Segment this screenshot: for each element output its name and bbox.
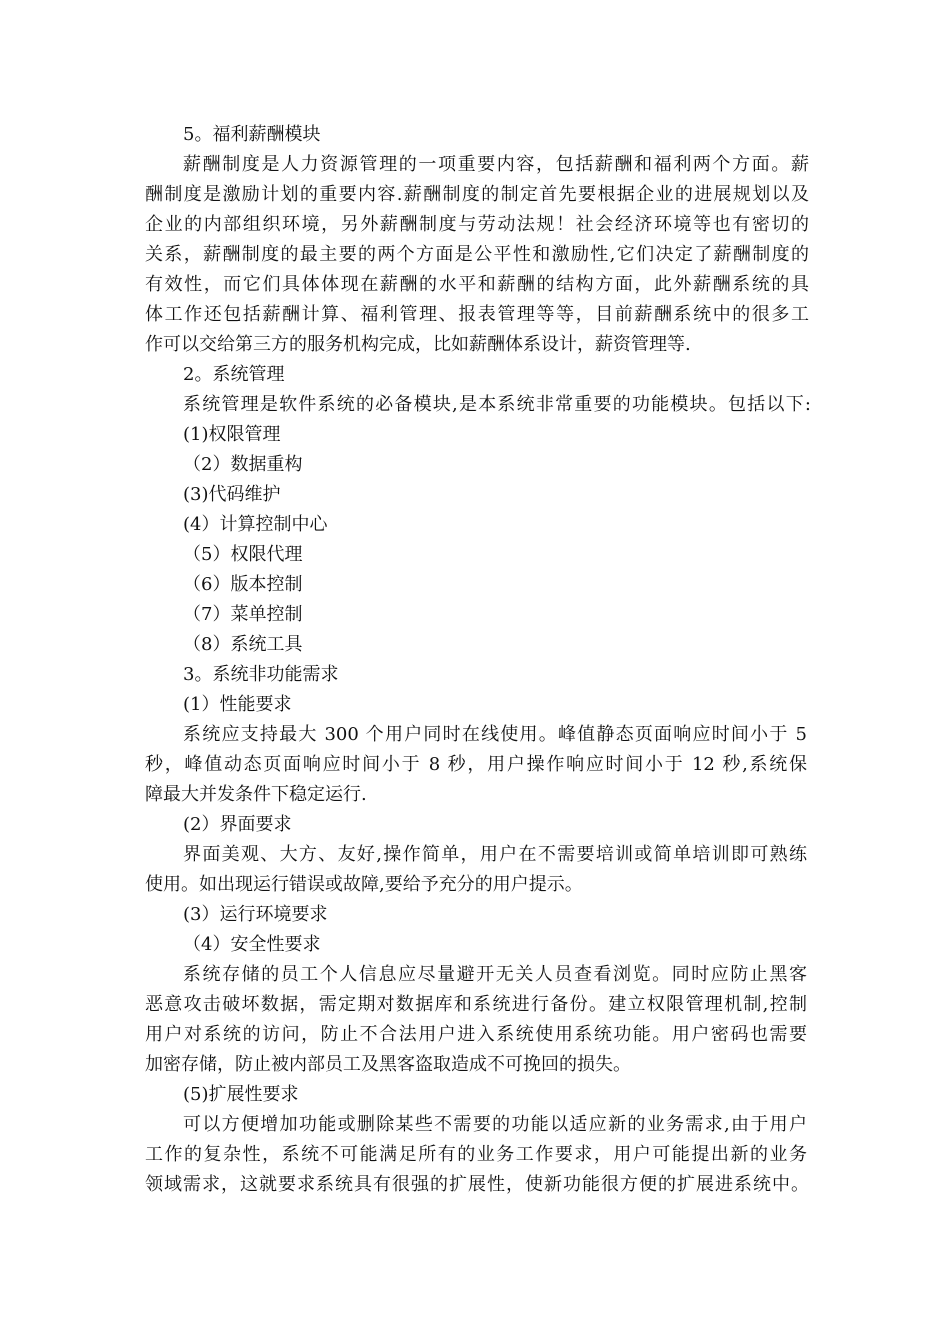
paragraph-line: 秒，峰值动态页面响应时间小于 8 秒，用户操作响应时间小于 12 秒,系统保 [145,754,807,775]
paragraph-line: 加密存储，防止被内部员工及黑客盗取造成不可挽回的损失。 [145,1054,631,1075]
paragraph-line: 工作的复杂性，系统不可能满足所有的业务工作要求，用户可能提出新的业务 [145,1144,807,1165]
paragraph-line: 可以方便增加功能或删除某些不需要的功能以适应新的业务需求,由于用户 [183,1114,807,1135]
subheading-environment: (3）运行环境要求 [183,904,328,925]
paragraph-line: 领域需求，这就要求系统具有很强的扩展性，使新功能很方便的扩展进系统中。 [145,1174,809,1195]
paragraph-line: 关系，薪酬制度的最主要的两个方面是公平性和激励性,它们决定了薪酬制度的 [145,244,809,265]
paragraph-line: 有效性，而它们具体体现在薪酬的水平和薪酬的结构方面，此外薪酬系统的具 [145,274,809,295]
paragraph-line: 使用。如出现运行错误或故障,要给予充分的用户提示。 [145,874,583,895]
heading-welfare-salary-module: 5。福利薪酬模块 [183,124,321,145]
paragraph-line: 系统存储的员工个人信息应尽量避开无关人员查看浏览。同时应防止黑客 [183,964,807,985]
paragraph-line: 系统管理是软件系统的必备模块,是本系统非常重要的功能模块。包括以下: [183,394,811,415]
paragraph-line: 恶意攻击破坏数据，需定期对数据库和系统进行备份。建立权限管理机制,控制 [145,994,807,1015]
heading-system-management: 2。系统管理 [183,364,285,385]
paragraph-line: 企业的内部组织环境，另外薪酬制度与劳动法规！社会经济环境等也有密切的 [145,214,809,235]
paragraph-line: 薪酬制度是人力资源管理的一项重要内容，包括薪酬和福利两个方面。薪 [183,154,809,175]
subheading-interface: (2）界面要求 [183,814,292,835]
subheading-extensibility: (5)扩展性要求 [183,1084,299,1105]
heading-non-functional-requirements: 3。系统非功能需求 [183,664,339,685]
list-item: （2）数据重构 [183,454,303,475]
list-item: （7）菜单控制 [183,604,303,625]
list-item: （6）版本控制 [183,574,303,595]
paragraph-line: 作可以交给第三方的服务机构完成，比如薪酬体系设计，薪资管理等. [145,334,691,355]
paragraph-line: 体工作还包括薪酬计算、福利管理、报表管理等等，目前薪酬系统中的很多工 [145,304,809,325]
paragraph-line: 界面美观、大方、友好,操作简单，用户在不需要培训或简单培训即可熟练 [183,844,807,865]
list-item: (1)权限管理 [183,424,281,445]
list-item: (3)代码维护 [183,484,281,505]
list-item: （8）系统工具 [183,634,303,655]
subheading-security: （4）安全性要求 [183,934,321,955]
list-item: (4）计算控制中心 [183,514,328,535]
paragraph-line: 障最大并发条件下稳定运行. [145,784,367,805]
subheading-performance: (1）性能要求 [183,694,292,715]
list-item: （5）权限代理 [183,544,303,565]
paragraph-line: 用户对系统的访问，防止不合法用户进入系统使用系统功能。用户密码也需要 [145,1024,807,1045]
paragraph-line: 系统应支持最大 300 个用户同时在线使用。峰值静态页面响应时间小于 5 [183,724,807,745]
paragraph-line: 酬制度是激励计划的重要内容.薪酬制度的制定首先要根据企业的进展规划以及 [145,184,809,205]
